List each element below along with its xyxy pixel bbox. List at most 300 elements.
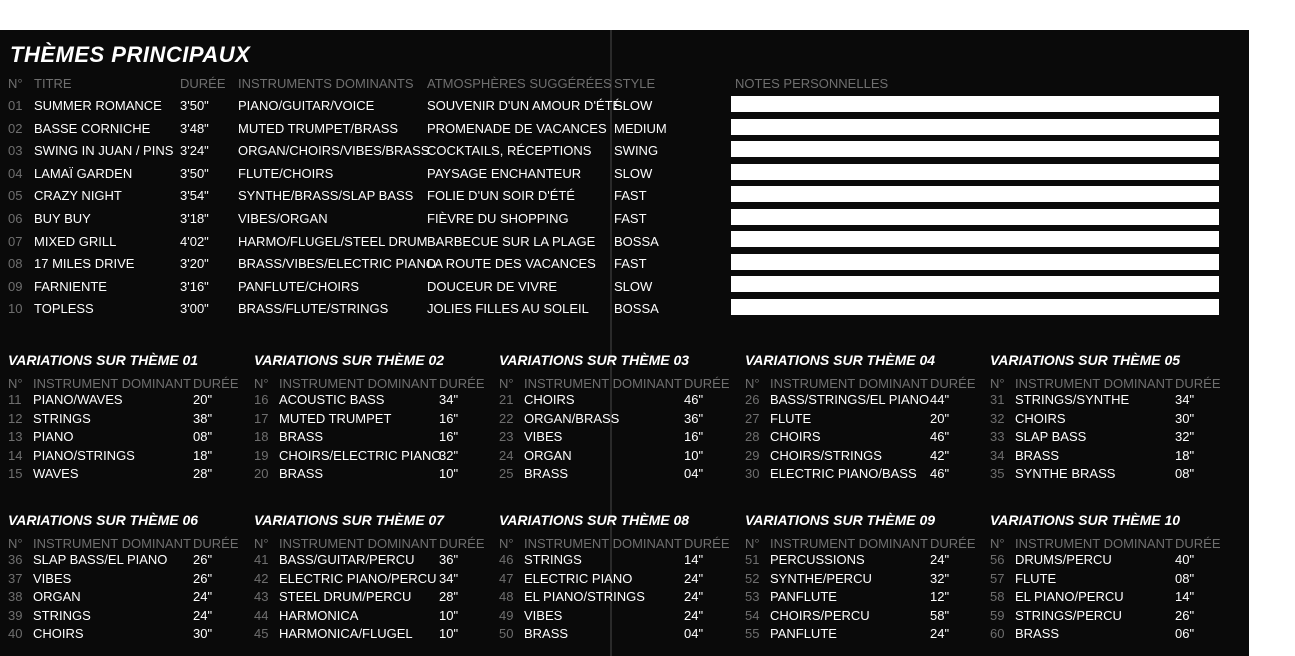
variation-cell-inst: VIBES: [524, 429, 563, 444]
variation-title: VARIATIONS SUR THÈME 07: [254, 512, 445, 528]
variation-cell-inst: BASS/GUITAR/PERCU: [279, 552, 415, 567]
variation-row: [745, 448, 985, 466]
cell-num: 05: [8, 188, 23, 204]
variation-row: [745, 466, 985, 484]
cell-instruments: FLUTE/CHOIRS: [238, 165, 334, 181]
variation-cell-num: 17: [254, 410, 269, 426]
variation-row: [990, 392, 1230, 410]
header-num: N°: [8, 76, 23, 91]
variation-row: [254, 552, 494, 570]
variation-cell-num: 35: [990, 466, 1005, 481]
cell-num: 06: [8, 211, 23, 226]
variation-cell-dur: 10": [684, 447, 704, 463]
variation-cell-num: 12: [8, 410, 23, 426]
variation-row: [499, 392, 739, 410]
variation-row: [499, 552, 739, 570]
variation-cell-inst: PERCUSSIONS: [770, 552, 865, 567]
variation-row: [990, 626, 1230, 644]
variation-cell-inst: CHOIRS: [524, 392, 575, 407]
variation-cell-num: 45: [254, 626, 269, 641]
variation-cell-inst: VIBES: [33, 570, 72, 586]
variation-cell-inst: ELECTRIC PIANO: [524, 570, 633, 586]
variation-header-duree: DURÉE: [684, 536, 730, 551]
variation-cell-num: 57: [990, 570, 1005, 586]
variation-cell-dur: 20": [930, 410, 950, 426]
variation-cell-inst: BRASS: [524, 466, 569, 481]
variation-cell-num: 31: [990, 392, 1005, 407]
variation-cell-num: 55: [745, 626, 760, 641]
variation-row: [745, 411, 985, 429]
variation-header-duree: DURÉE: [1175, 376, 1221, 391]
variation-cell-dur: 24": [930, 552, 950, 567]
variation-cell-inst: CHOIRS/PERCU: [770, 607, 870, 623]
variation-header-duree: DURÉE: [930, 376, 976, 391]
variation-header-duree: DURÉE: [193, 536, 239, 551]
variation-row: [254, 571, 494, 589]
variation-row: [499, 429, 739, 447]
cell-titre: CRAZY NIGHT: [34, 188, 122, 204]
variation-cell-dur: 06": [1175, 626, 1195, 641]
variation-cell-inst: CHOIRS/ELECTRIC PIANO: [279, 447, 442, 463]
variation-header-duree: DURÉE: [439, 376, 485, 391]
variation-cell-dur: 16": [439, 429, 459, 444]
variation-row: [8, 571, 248, 589]
variation-cell-inst: STRINGS/SYNTHE: [1015, 392, 1130, 407]
variation-header-instrument: INSTRUMENT DOMINANT: [524, 536, 682, 551]
variation-cell-inst: BRASS: [279, 429, 324, 444]
variation-header-num: N°: [254, 376, 269, 391]
variation-row: [254, 626, 494, 644]
variation-cell-num: 36: [8, 552, 23, 567]
variation-cell-dur: 18": [1175, 447, 1195, 463]
variation-cell-dur: 32": [439, 447, 459, 463]
variation-cell-num: 23: [499, 429, 514, 444]
variation-cell-num: 18: [254, 429, 269, 444]
variation-cell-inst: SYNTHE/PERCU: [770, 570, 872, 586]
variation-cell-dur: 14": [1175, 589, 1195, 604]
variation-cell-num: 27: [745, 410, 760, 426]
variation-cell-dur: 44": [930, 392, 950, 407]
table-row: [0, 256, 700, 278]
header-atmospheres: ATMOSPHÈRES SUGGÉRÉES: [427, 76, 612, 91]
variation-row: [8, 411, 248, 429]
variation-cell-inst: PANFLUTE: [770, 589, 837, 604]
variation-cell-dur: 46": [684, 392, 704, 407]
variation-cell-inst: MUTED TRUMPET: [279, 410, 392, 426]
variation-row: [990, 608, 1230, 626]
variation-cell-num: 56: [990, 552, 1005, 567]
variation-header-duree: DURÉE: [1175, 536, 1221, 551]
variation-cell-inst: BASS/STRINGS/EL PIANO: [770, 392, 930, 407]
variation-cell-dur: 08": [1175, 466, 1195, 481]
variation-cell-num: 47: [499, 570, 514, 586]
variation-cell-dur: 24": [684, 570, 704, 586]
cell-instruments: SYNTHE/BRASS/SLAP BASS: [238, 188, 414, 204]
cell-num: 09: [8, 278, 23, 294]
variation-header-duree: DURÉE: [684, 376, 730, 391]
variation-cell-num: 41: [254, 552, 269, 567]
variation-row: [499, 466, 739, 484]
variation-cell-dur: 16": [439, 410, 459, 426]
variation-row: [8, 626, 248, 644]
variation-cell-num: 14: [8, 447, 23, 463]
note-line[interactable]: [731, 164, 1219, 180]
variation-cell-dur: 24": [684, 589, 704, 604]
variation-cell-num: 37: [8, 570, 23, 586]
variation-row: [254, 448, 494, 466]
header-style: STYLE: [614, 76, 656, 91]
cell-duree: 3'54": [180, 188, 209, 204]
variation-row: [745, 571, 985, 589]
table-row: [0, 188, 700, 210]
variation-header-duree: DURÉE: [193, 376, 239, 391]
variation-row: [990, 466, 1230, 484]
variation-row: [499, 589, 739, 607]
variation-cell-dur: 20": [193, 392, 213, 407]
variation-cell-dur: 34": [439, 570, 459, 586]
cell-duree: 4'02": [180, 233, 209, 249]
cell-duree: 3'00": [180, 301, 209, 317]
variation-cell-dur: 36": [684, 410, 704, 426]
cell-titre: BASSE CORNICHE: [34, 120, 151, 136]
variation-row: [745, 589, 985, 607]
variation-cell-inst: BRASS: [1015, 447, 1060, 463]
variation-row: [990, 552, 1230, 570]
cell-atmosphere: BARBECUE SUR LA PLAGE: [427, 233, 596, 249]
cell-style: SWING: [614, 143, 659, 159]
variation-row: [254, 429, 494, 447]
cell-num: 10: [8, 301, 23, 317]
cell-instruments: MUTED TRUMPET/BRASS: [238, 120, 399, 136]
variation-cell-dur: 08": [1175, 570, 1195, 586]
variation-cell-num: 13: [8, 429, 23, 444]
variation-cell-inst: ORGAN: [524, 447, 572, 463]
cell-duree: 3'50": [180, 98, 209, 113]
variation-row: [499, 448, 739, 466]
cell-titre: 17 MILES DRIVE: [34, 256, 135, 272]
cell-duree: 3'18": [180, 211, 209, 226]
table-row: [0, 98, 700, 120]
cell-style: SLOW: [614, 278, 653, 294]
main-title: THÈMES PRINCIPAUX: [10, 42, 251, 67]
cell-titre: FARNIENTE: [34, 278, 107, 294]
variation-row: [499, 411, 739, 429]
variation-header-num: N°: [990, 536, 1005, 551]
variation-cell-inst: ORGAN/BRASS: [524, 410, 620, 426]
variation-cell-dur: 58": [930, 607, 950, 623]
variation-cell-inst: WAVES: [33, 466, 79, 481]
variation-row: [745, 608, 985, 626]
variation-cell-num: 51: [745, 552, 760, 567]
header-titre: TITRE: [34, 76, 72, 91]
variation-cell-num: 48: [499, 589, 514, 604]
cell-instruments: PANFLUTE/CHOIRS: [238, 278, 360, 294]
variation-cell-dur: 26": [193, 552, 213, 567]
variation-row: [8, 608, 248, 626]
variation-cell-dur: 46": [930, 429, 950, 444]
variation-cell-dur: 28": [193, 466, 213, 481]
variation-cell-inst: ELECTRIC PIANO/PERCU: [279, 570, 437, 586]
variation-cell-num: 22: [499, 410, 514, 426]
variation-cell-inst: SLAP BASS: [1015, 429, 1087, 444]
table-row: [0, 234, 700, 256]
variation-cell-num: 28: [745, 429, 760, 444]
variation-cell-num: 11: [8, 392, 22, 407]
variation-cell-inst: SYNTHE BRASS: [1015, 466, 1116, 481]
cell-style: MEDIUM: [614, 120, 667, 136]
variation-cell-inst: PIANO/STRINGS: [33, 447, 135, 463]
variation-row: [745, 552, 985, 570]
variation-cell-num: 39: [8, 607, 23, 623]
variation-cell-num: 29: [745, 447, 760, 463]
variation-cell-inst: ACOUSTIC BASS: [279, 392, 385, 407]
variation-cell-dur: 24": [193, 607, 213, 623]
variation-cell-num: 46: [499, 552, 514, 567]
variation-cell-inst: CHOIRS/STRINGS: [770, 447, 882, 463]
variation-cell-dur: 04": [684, 626, 704, 641]
variation-cell-num: 59: [990, 607, 1005, 623]
variation-title: VARIATIONS SUR THÈME 03: [499, 352, 690, 368]
variation-cell-inst: PANFLUTE: [770, 626, 837, 641]
variation-cell-num: 49: [499, 607, 514, 623]
variation-cell-dur: 10": [439, 607, 459, 623]
variation-cell-dur: 24": [930, 626, 950, 641]
variation-cell-dur: 16": [684, 429, 704, 444]
header-notes: NOTES PERSONNELLES: [735, 76, 889, 91]
variation-header-instrument: INSTRUMENT DOMINANT: [524, 376, 682, 391]
note-line[interactable]: [731, 119, 1219, 135]
variation-cell-num: 30: [745, 466, 760, 481]
variation-cell-dur: 26": [193, 570, 213, 586]
variation-cell-inst: EL PIANO/STRINGS: [524, 589, 645, 604]
table-row: [0, 166, 700, 188]
variation-cell-dur: 28": [439, 589, 459, 604]
variation-cell-dur: 24": [684, 607, 704, 623]
cell-duree: 3'16": [180, 278, 209, 294]
table-row: [0, 121, 700, 143]
variation-cell-num: 54: [745, 607, 760, 623]
cell-atmosphere: JOLIES FILLES AU SOLEIL: [427, 301, 589, 317]
variation-cell-inst: CHOIRS: [770, 429, 821, 444]
note-line[interactable]: [731, 254, 1219, 270]
note-line[interactable]: [731, 141, 1219, 157]
variation-row: [254, 589, 494, 607]
variation-row: [990, 571, 1230, 589]
variation-header-duree: DURÉE: [930, 536, 976, 551]
cell-atmosphere: FOLIE D'UN SOIR D'ÉTÉ: [427, 188, 575, 204]
variation-header-num: N°: [254, 536, 269, 551]
cell-num: 02: [8, 120, 23, 136]
cell-titre: MIXED GRILL: [34, 233, 117, 249]
variation-cell-dur: 26": [1175, 607, 1195, 623]
variation-cell-dur: 18": [193, 447, 213, 463]
cell-style: SLOW: [614, 98, 653, 113]
variation-row: [990, 448, 1230, 466]
cell-titre: BUY BUY: [34, 211, 91, 226]
cell-instruments: PIANO/GUITAR/VOICE: [238, 98, 375, 113]
variation-row: [8, 392, 248, 410]
variation-cell-num: 25: [499, 466, 514, 481]
variation-cell-num: 34: [990, 447, 1005, 463]
variation-cell-inst: STRINGS: [33, 410, 91, 426]
note-line[interactable]: [731, 186, 1219, 202]
variation-header-instrument: INSTRUMENT DOMINANT: [33, 536, 191, 551]
cell-duree: 3'50": [180, 165, 209, 181]
variation-cell-inst: DRUMS/PERCU: [1015, 552, 1112, 567]
variation-cell-num: 16: [254, 392, 269, 407]
cell-style: SLOW: [614, 165, 653, 181]
cell-instruments: ORGAN/CHOIRS/VIBES/BRASS: [238, 143, 430, 159]
cell-style: BOSSA: [614, 233, 659, 249]
variation-cell-num: 19: [254, 447, 269, 463]
variation-cell-inst: FLUTE: [1015, 570, 1057, 586]
variation-cell-num: 15: [8, 466, 23, 481]
cell-titre: SUMMER ROMANCE: [34, 98, 162, 113]
variation-cell-inst: EL PIANO/PERCU: [1015, 589, 1124, 604]
variation-cell-num: 50: [499, 626, 514, 641]
variation-row: [8, 429, 248, 447]
variation-cell-inst: CHOIRS: [1015, 410, 1066, 426]
variation-title: VARIATIONS SUR THÈME 10: [990, 512, 1181, 528]
variation-row: [499, 608, 739, 626]
variation-row: [8, 552, 248, 570]
variation-header-num: N°: [499, 536, 514, 551]
cell-atmosphere: DOUCEUR DE VIVRE: [427, 278, 558, 294]
variation-row: [254, 392, 494, 410]
variation-cell-dur: 32": [930, 570, 950, 586]
variation-cell-dur: 38": [193, 410, 213, 426]
variation-title: VARIATIONS SUR THÈME 05: [990, 352, 1181, 368]
variation-title: VARIATIONS SUR THÈME 08: [499, 512, 690, 528]
variation-header-instrument: INSTRUMENT DOMINANT: [1015, 536, 1173, 551]
variation-cell-num: 60: [990, 626, 1005, 641]
variation-cell-dur: 04": [684, 466, 704, 481]
variation-title: VARIATIONS SUR THÈME 02: [254, 352, 445, 368]
variation-cell-num: 21: [499, 392, 514, 407]
variation-cell-inst: SLAP BASS/EL PIANO: [33, 552, 168, 567]
variation-cell-inst: ELECTRIC PIANO/BASS: [770, 466, 917, 481]
note-line[interactable]: [731, 209, 1219, 225]
variation-cell-num: 40: [8, 626, 23, 641]
variation-cell-num: 58: [990, 589, 1005, 604]
table-row: [0, 279, 700, 301]
variation-row: [8, 466, 248, 484]
cell-instruments: BRASS/VIBES/ELECTRIC PIANO: [238, 256, 436, 272]
cell-duree: 3'48": [180, 120, 209, 136]
variation-cell-dur: 24": [193, 589, 213, 604]
variation-header-num: N°: [8, 376, 23, 391]
variation-header-num: N°: [8, 536, 23, 551]
cell-atmosphere: LA ROUTE DES VACANCES: [427, 256, 596, 272]
variation-cell-dur: 34": [1175, 392, 1195, 407]
cell-style: FAST: [614, 256, 647, 272]
variation-cell-dur: 46": [930, 466, 950, 481]
variation-cell-dur: 30": [1175, 410, 1195, 426]
variation-cell-num: 33: [990, 429, 1005, 444]
cell-num: 07: [8, 233, 23, 249]
cell-atmosphere: COCKTAILS, RÉCEPTIONS: [427, 143, 592, 159]
variation-cell-num: 52: [745, 570, 760, 586]
note-line[interactable]: [731, 231, 1219, 247]
variation-cell-inst: STRINGS/PERCU: [1015, 607, 1122, 623]
variation-header-num: N°: [499, 376, 514, 391]
cell-instruments: VIBES/ORGAN: [238, 211, 328, 226]
cell-num: 04: [8, 165, 23, 181]
variation-row: [254, 608, 494, 626]
notes-area[interactable]: [731, 96, 1219, 321]
variation-cell-num: 20: [254, 466, 269, 481]
variation-cell-inst: FLUTE: [770, 410, 812, 426]
variation-cell-dur: 36": [439, 552, 459, 567]
cell-titre: LAMAÏ GARDEN: [34, 165, 133, 181]
variation-cell-inst: STEEL DRUM/PERCU: [279, 589, 412, 604]
table-row: [0, 301, 700, 323]
cell-num: 08: [8, 256, 23, 272]
note-line[interactable]: [731, 299, 1219, 315]
variation-cell-dur: 40": [1175, 552, 1195, 567]
variation-cell-dur: 10": [439, 466, 459, 481]
variation-cell-dur: 30": [193, 626, 213, 641]
variation-row: [745, 392, 985, 410]
variation-cell-inst: BRASS: [524, 626, 569, 641]
cell-atmosphere: PAYSAGE ENCHANTEUR: [427, 165, 582, 181]
table-row: [0, 143, 700, 165]
variation-title: VARIATIONS SUR THÈME 06: [8, 512, 199, 528]
variation-cell-inst: ORGAN: [33, 589, 81, 604]
variation-row: [8, 589, 248, 607]
cell-titre: TOPLESS: [34, 301, 94, 317]
variation-row: [8, 448, 248, 466]
cell-duree: 3'20": [180, 256, 209, 272]
variation-cell-dur: 14": [684, 552, 704, 567]
variation-header-instrument: INSTRUMENT DOMINANT: [279, 536, 437, 551]
variation-cell-dur: 12": [930, 589, 950, 604]
variation-row: [254, 466, 494, 484]
cell-style: FAST: [614, 211, 647, 226]
variation-cell-num: 44: [254, 607, 269, 623]
variation-cell-inst: BRASS: [279, 466, 324, 481]
variation-cell-inst: PIANO: [33, 429, 74, 444]
variation-title: VARIATIONS SUR THÈME 09: [745, 512, 936, 528]
variation-header-instrument: INSTRUMENT DOMINANT: [770, 376, 928, 391]
cell-instruments: HARMO/FLUGEL/STEEL DRUM: [238, 233, 428, 249]
cell-num: 03: [8, 143, 23, 159]
header-duree: DURÉE: [180, 76, 226, 91]
cell-num: 01: [8, 98, 23, 113]
cell-instruments: BRASS/FLUTE/STRINGS: [238, 301, 389, 317]
variation-cell-dur: 08": [193, 429, 213, 444]
variation-row: [499, 626, 739, 644]
variation-row: [745, 626, 985, 644]
variation-header-num: N°: [990, 376, 1005, 391]
variation-row: [745, 429, 985, 447]
variation-header-instrument: INSTRUMENT DOMINANT: [279, 376, 437, 391]
note-line[interactable]: [731, 276, 1219, 292]
variation-cell-num: 32: [990, 410, 1005, 426]
variation-cell-inst: STRINGS: [524, 552, 582, 567]
variation-header-duree: DURÉE: [439, 536, 485, 551]
variation-row: [499, 571, 739, 589]
note-line[interactable]: [731, 96, 1219, 112]
variation-cell-dur: 42": [930, 447, 950, 463]
cell-titre: SWING IN JUAN / PINS: [34, 143, 174, 159]
variation-cell-inst: BRASS: [1015, 626, 1060, 641]
variation-row: [990, 411, 1230, 429]
variation-header-instrument: INSTRUMENT DOMINANT: [1015, 376, 1173, 391]
header-instruments: INSTRUMENTS DOMINANTS: [238, 76, 414, 91]
variation-cell-num: 43: [254, 589, 269, 604]
variation-row: [990, 589, 1230, 607]
